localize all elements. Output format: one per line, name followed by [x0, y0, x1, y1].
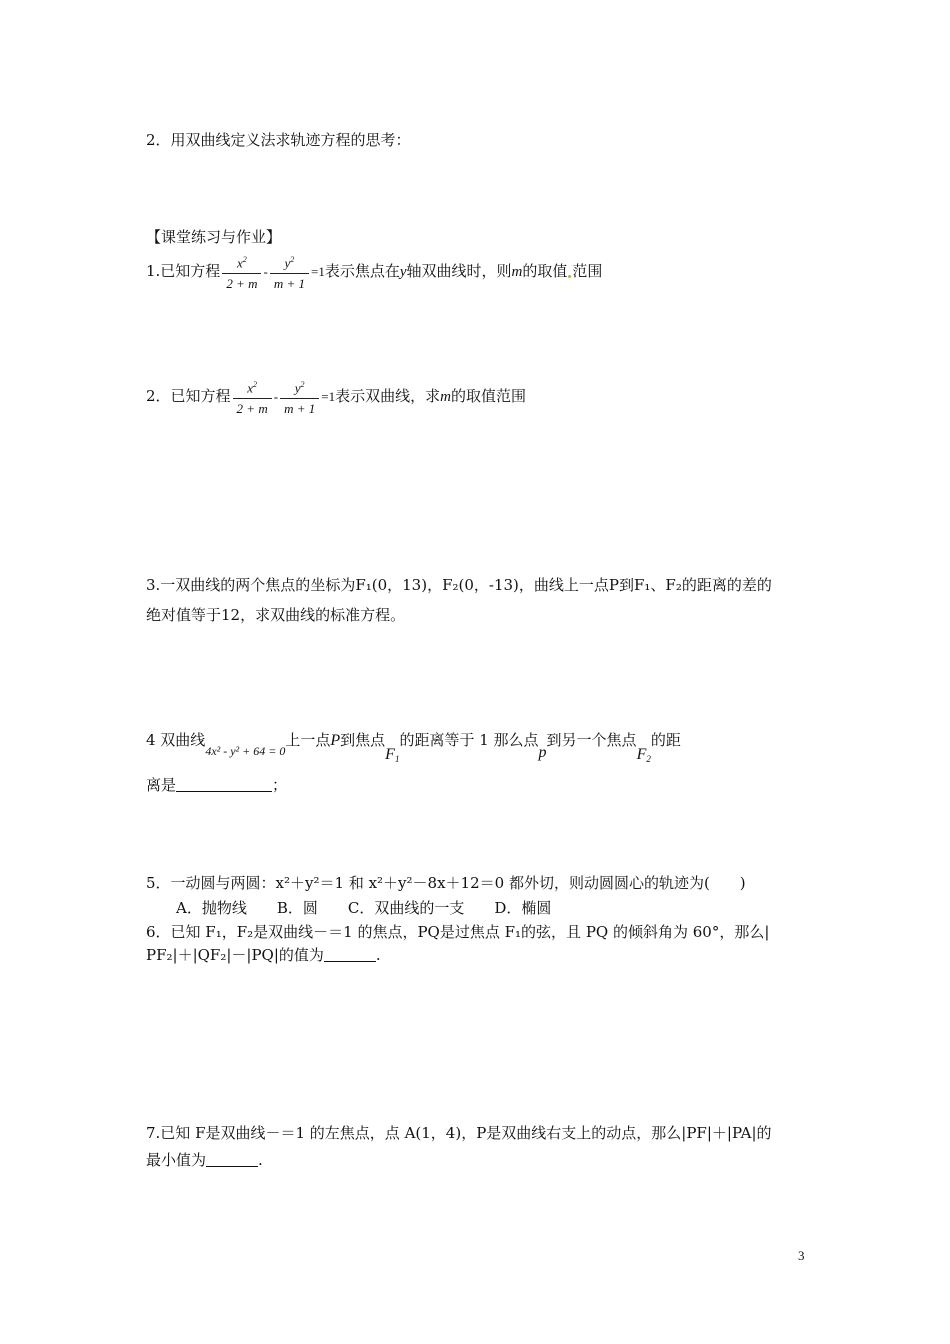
question-5-options: A．抛物线 B．圆 C．双曲线的一支 D．椭圆 — [176, 899, 552, 917]
question-7-line-1: 7.已知 F是双曲线－＝1 的左焦点，点 A(1，4)，P是双曲线右支上的动点，那么|PF|＋|PA|的 — [146, 1124, 772, 1142]
question-7-line-2 — [146, 1150, 263, 1170]
q2-equals: =1 — [321, 389, 336, 405]
q2-minus: - — [273, 389, 279, 405]
q1-minus: - — [263, 264, 268, 280]
q1-text-c: 的取值 — [522, 262, 568, 281]
question-5-line-1: 5．一动圆与两圆：x²＋y²＝1 和 x²＋y²－8x＋12＝0 都外切，则动圆圆心的轨迹为( ) — [146, 874, 746, 892]
question-3-line-2: 绝对值等于12，求双曲线的标准方程。 — [146, 606, 406, 624]
q7-line2-text: 最小值为 — [146, 1151, 207, 1169]
q1-equals: =1 — [311, 264, 325, 280]
q2-text-a: 表示双曲线，求 — [335, 387, 441, 406]
q7-tail: . — [258, 1151, 263, 1169]
q1-text-d: 范围 — [572, 262, 603, 281]
question-4-line-1 — [146, 730, 681, 769]
q2-text-b: 的取值范围 — [450, 387, 526, 406]
section2-text: 2．用双曲线定义法求轨迹方程的思考： — [146, 131, 411, 149]
q1-var-y: y — [399, 264, 407, 281]
q2-prefix: 2．已知方程 — [146, 387, 231, 406]
q4-text-a: 上一点 — [285, 731, 331, 749]
q4-tail: ； — [272, 776, 288, 794]
q4-line2-text: 离是 — [146, 776, 177, 794]
question-4-line-2 — [146, 775, 287, 795]
q1-var-m: m — [511, 264, 523, 281]
q6-tail: . — [375, 946, 381, 964]
q4-var-F2: $F_2$ — [636, 746, 651, 764]
q4-var-P: P — [330, 732, 341, 749]
question-3-line-1: 3.一双曲线的两个焦点的坐标为F₁(0，13)，F₂(0，-13)，曲线上一点P到F₁、F₂的距离的差的 — [146, 576, 772, 594]
q4-text-b: 到焦点 — [340, 731, 386, 749]
question-1 — [146, 250, 602, 294]
question-6-line-1: 6．已知 F₁，F₂是双曲线－＝1 的焦点，PQ是过焦点 F₁的弦，且 PQ 的倾斜角为 60°，那么| — [146, 923, 770, 941]
stray-dot — [568, 275, 571, 278]
q6-line2-text: PF₂|＋|QF₂|－|PQ|的值为 — [146, 946, 324, 964]
q4-text-d: 到另一个焦点 — [546, 731, 637, 749]
q4-var-F1: $F_1$ — [385, 746, 400, 764]
question-2 — [146, 375, 526, 419]
q1-fraction-y: $\frac{y^2}{m + 1}$ — [270, 250, 309, 294]
q6-answer-blank[interactable] — [324, 947, 376, 962]
q7-answer-blank[interactable] — [206, 1152, 258, 1167]
q1-fraction-x: $\frac{x^2}{2 + m}$ — [222, 250, 261, 294]
exercise-heading: 【课堂练习与作业】 — [146, 228, 282, 246]
q2-fraction-y: $\frac{y^2}{m + 1}$ — [280, 375, 319, 419]
q4-text-c: 的距离等于 1 那么点 — [399, 731, 539, 749]
q2-fraction-x: $\frac{x^2}{2 + m}$ — [233, 375, 272, 419]
q1-text-a: 表示焦点在 — [324, 262, 400, 281]
q4-equation: 4x² - y² + 64 = 0 — [205, 744, 286, 758]
q4-var-p: p — [538, 744, 547, 761]
q4-text-e: 的距 — [650, 731, 681, 749]
q1-prefix: 1.已知方程 — [146, 262, 221, 281]
question-6-line-2 — [146, 945, 381, 965]
page-number: 3 — [798, 1248, 805, 1263]
q1-text-b: 轴双曲线时，则 — [406, 262, 512, 281]
q2-var-m: m — [440, 389, 451, 406]
q4-answer-blank[interactable] — [176, 777, 272, 792]
q4-prefix: 4 双曲线 — [146, 731, 206, 749]
